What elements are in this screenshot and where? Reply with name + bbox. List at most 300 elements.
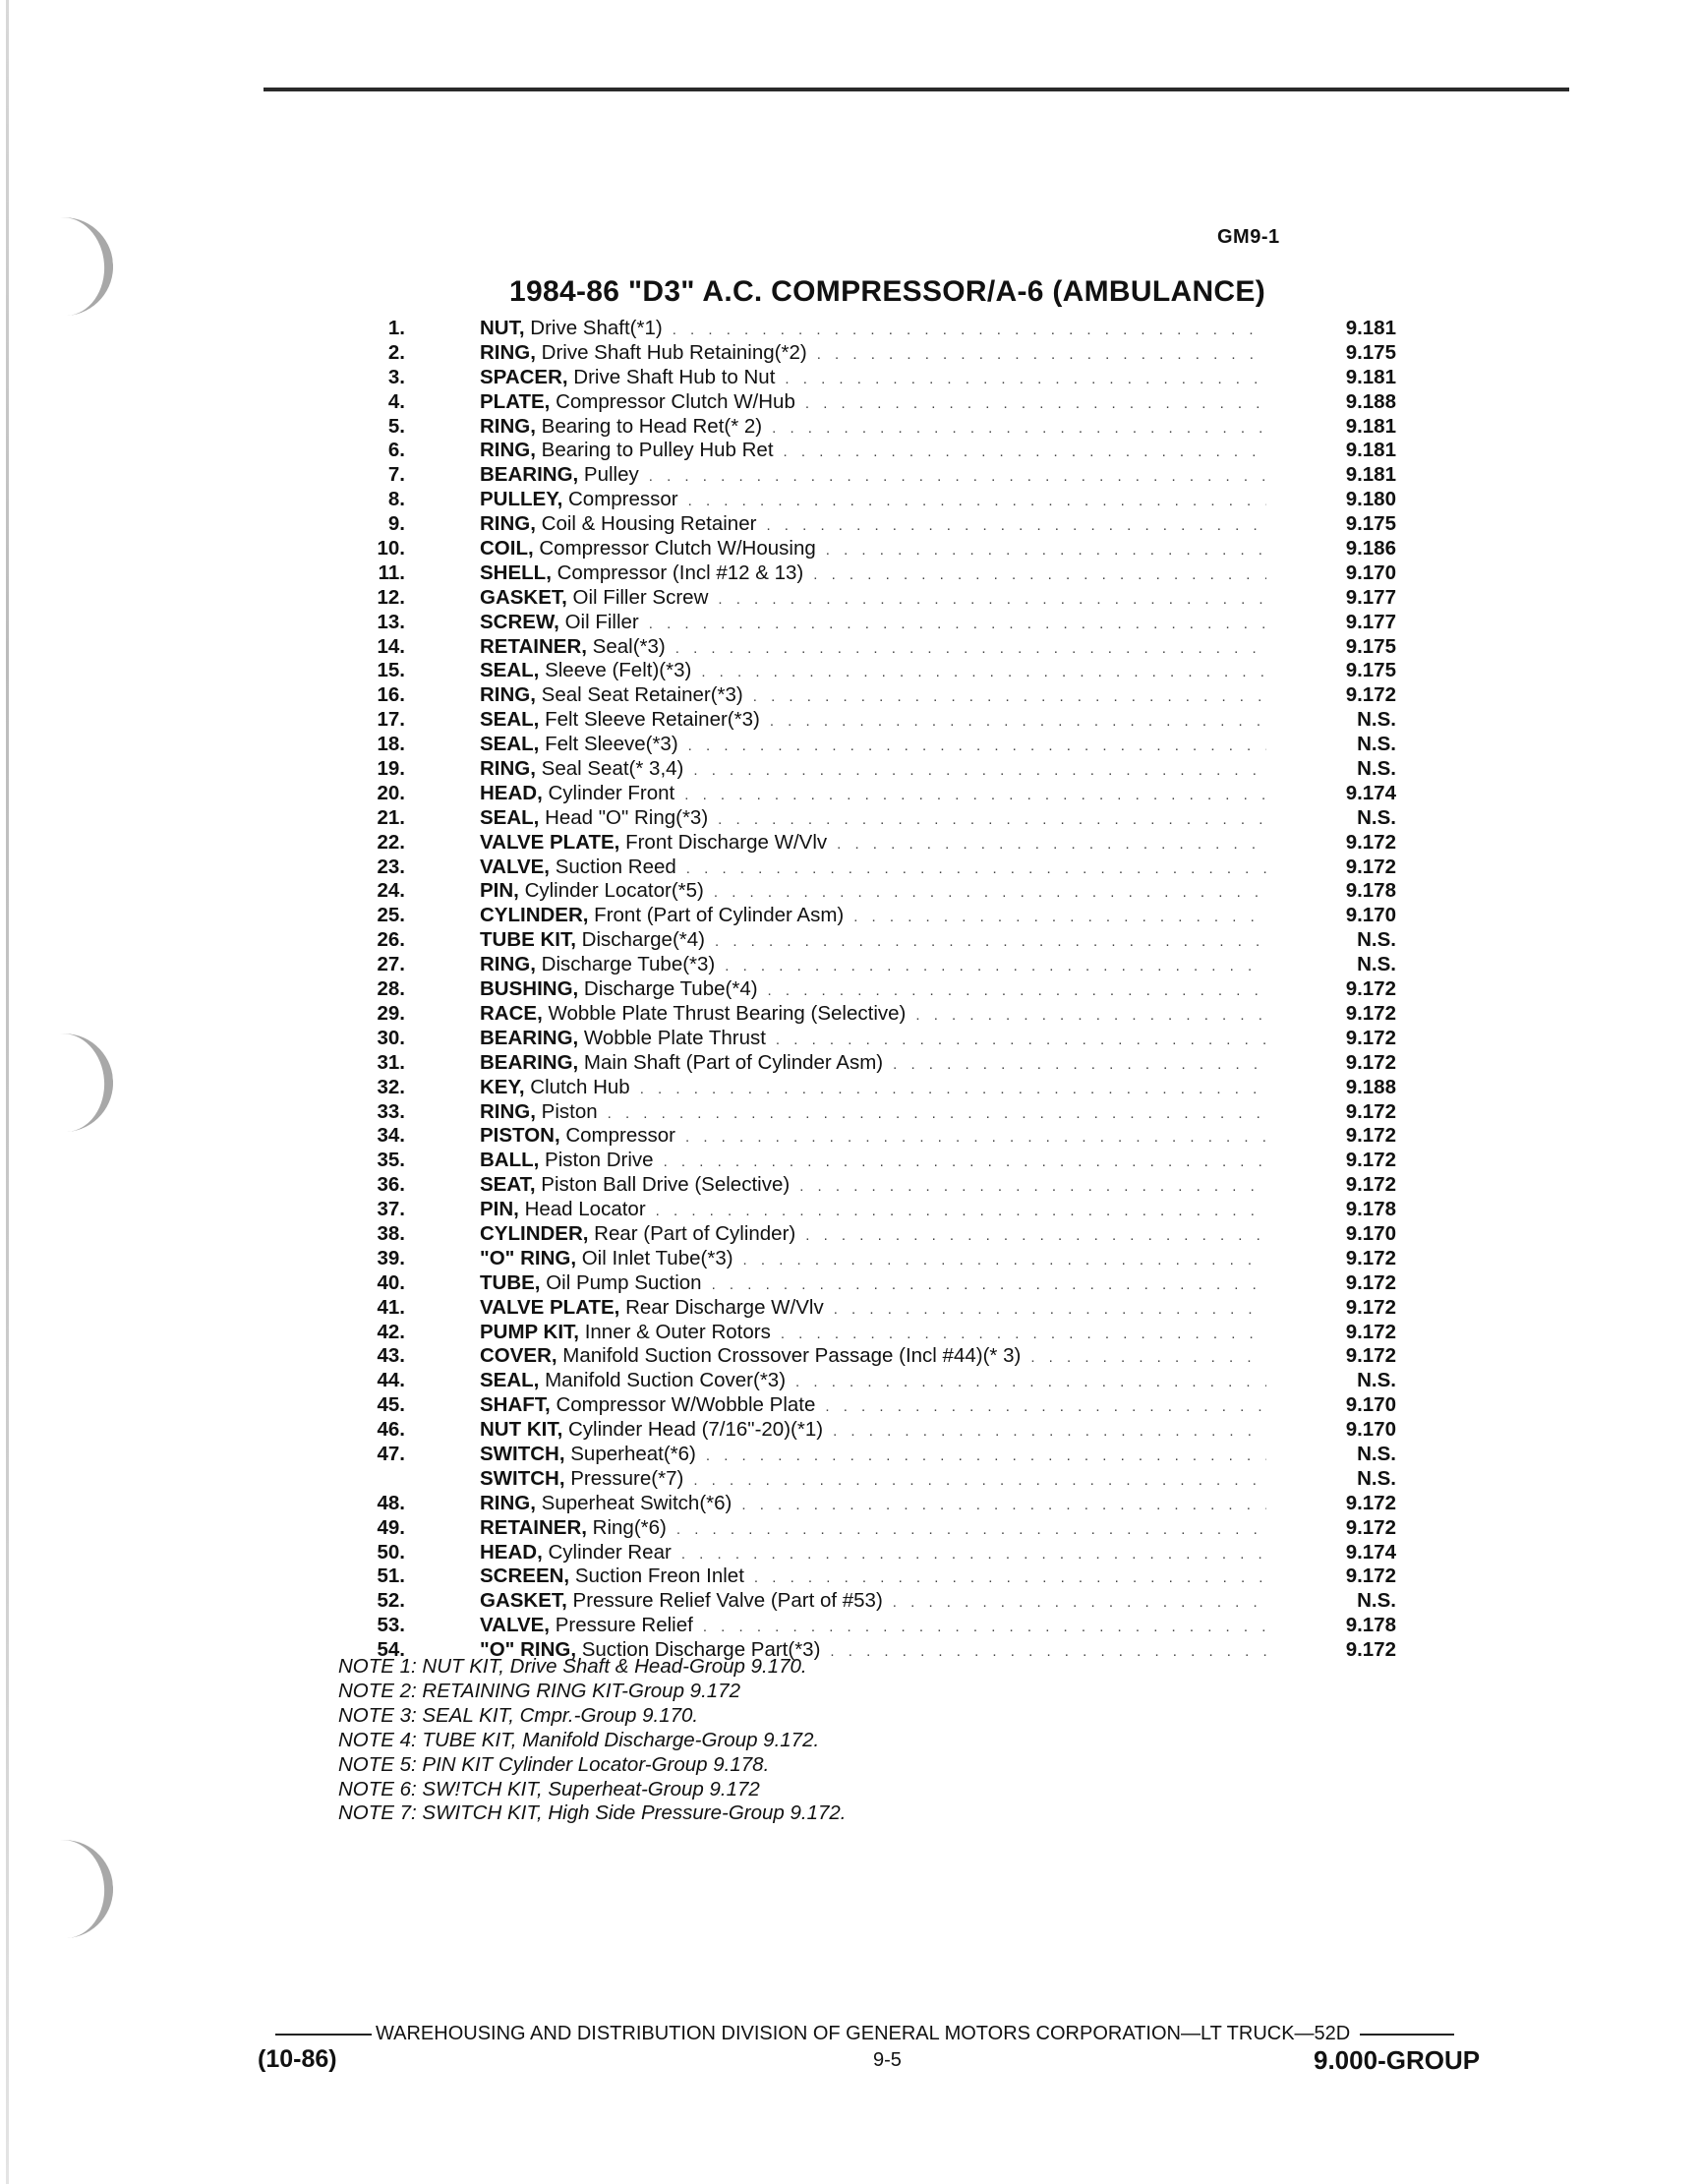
part-group-number: 9.188 [1345, 1075, 1396, 1098]
part-row [295, 1418, 1406, 1443]
dot-leader [833, 1420, 1266, 1445]
part-number: 19. [377, 757, 405, 781]
part-description [480, 390, 1266, 417]
part-group-number: 9.172 [1345, 855, 1396, 878]
part-number: 15. [377, 659, 405, 682]
document-title: 1984-86 "D3" A.C. COMPRESSOR/A-6 (AMBULANCE) [509, 275, 1265, 308]
part-description [480, 708, 1266, 735]
part-row [295, 1076, 1406, 1100]
part-description [480, 1149, 1266, 1175]
dot-leader [813, 563, 1266, 588]
dot-leader [770, 710, 1266, 735]
part-group-number: 9.172 [1345, 1638, 1396, 1662]
part-group-number: 9.178 [1345, 1198, 1396, 1221]
part-row [295, 683, 1406, 708]
part-description [480, 1173, 1266, 1200]
part-group-number: N.S. [1357, 1369, 1396, 1392]
dot-leader [768, 979, 1266, 1004]
part-detail: Discharge Tube(*4) [578, 977, 758, 1001]
part-description-text [480, 1589, 893, 1614]
part-description-text [480, 856, 686, 880]
part-group-number: 9.174 [1345, 1540, 1396, 1564]
part-description [480, 439, 1266, 465]
part-row [295, 757, 1406, 782]
dot-leader [776, 1029, 1266, 1053]
part-group-number: 9.172 [1345, 1270, 1396, 1294]
part-row [295, 341, 1406, 366]
part-row [295, 1124, 1406, 1149]
part-description-text [480, 1222, 805, 1247]
part-detail: Felt Sleeve(*3) [539, 733, 678, 756]
part-group-number: 9.172 [1345, 1491, 1396, 1514]
part-description [480, 659, 1266, 685]
part-description [480, 733, 1266, 759]
part-description-text [480, 611, 649, 635]
part-group-number: N.S. [1357, 928, 1396, 952]
part-row [295, 831, 1406, 856]
part-description [480, 635, 1266, 662]
part-name: KEY, [480, 1075, 525, 1098]
footer-date: (10-86) [258, 2045, 337, 2073]
part-name: VALVE PLATE, [480, 1295, 620, 1319]
dot-leader [681, 1543, 1266, 1567]
part-detail: Wobble Plate Thrust Bearing (Selective) [542, 1001, 907, 1025]
part-row [295, 611, 1406, 635]
part-description-text [480, 1467, 693, 1492]
dot-leader [688, 490, 1266, 514]
part-detail: Rear Discharge W/Vlv [619, 1295, 824, 1319]
part-row [295, 366, 1406, 390]
part-group-number: 9.178 [1345, 1614, 1396, 1637]
part-group-number: 9.172 [1345, 1149, 1396, 1172]
part-name: GASKET, [480, 585, 567, 609]
part-name: SEAL, [480, 708, 540, 732]
part-number: 9. [387, 512, 405, 536]
part-group-number: 9.178 [1345, 879, 1396, 903]
part-detail: Ring(*6) [586, 1515, 667, 1539]
part-row [295, 1344, 1406, 1369]
part-row [295, 390, 1406, 415]
dot-leader [649, 465, 1266, 490]
part-detail: Head Locator [518, 1198, 646, 1221]
dot-leader [805, 392, 1266, 417]
part-description [480, 415, 1266, 442]
dot-leader [712, 1273, 1266, 1298]
part-row [295, 806, 1406, 831]
dot-leader [837, 833, 1266, 857]
part-number: 21. [377, 805, 405, 829]
part-detail: Drive Shaft Hub Retaining(*2) [535, 340, 807, 364]
part-detail: Compressor Clutch W/Hub [550, 389, 795, 413]
part-name: RING, [480, 1491, 536, 1514]
part-name: SEAL, [480, 805, 540, 829]
part-description-text [480, 1369, 795, 1393]
part-group-number: 9.181 [1345, 439, 1396, 462]
dot-leader [693, 1469, 1266, 1494]
part-description [480, 831, 1266, 857]
part-detail: Oil Filler Screw [566, 585, 709, 609]
part-name: NUT KIT, [480, 1418, 563, 1442]
dot-leader [673, 319, 1266, 343]
part-number: 7. [387, 463, 405, 487]
part-number: 16. [377, 683, 405, 707]
part-row [295, 1321, 1406, 1345]
dot-leader [706, 1445, 1266, 1469]
part-number: 39. [377, 1246, 405, 1269]
part-number: 32. [377, 1075, 405, 1098]
page-left-edge [6, 0, 9, 2184]
part-description [480, 757, 1266, 784]
part-detail: Cylinder Front [542, 781, 675, 804]
part-group-number: 9.172 [1345, 1026, 1396, 1049]
part-row [295, 1247, 1406, 1271]
dot-leader [817, 343, 1266, 368]
part-description-text [480, 977, 768, 1002]
dot-leader [718, 808, 1266, 833]
part-number: 53. [377, 1614, 405, 1637]
part-detail: Inner & Outer Rotors [579, 1320, 771, 1343]
part-row [295, 439, 1406, 463]
part-description [480, 1296, 1266, 1323]
part-group-number: 9.172 [1345, 1295, 1396, 1319]
part-number: 40. [377, 1270, 405, 1294]
part-name: RING, [480, 1099, 536, 1123]
part-number: 8. [387, 488, 405, 511]
part-row [295, 1198, 1406, 1222]
part-group-number: 9.170 [1345, 1418, 1396, 1442]
part-description-text [480, 1418, 833, 1443]
part-row [295, 1541, 1406, 1565]
part-group-number: 9.175 [1345, 512, 1396, 536]
footer-dash-left [275, 2034, 372, 2036]
part-row [295, 537, 1406, 561]
part-detail: Oil Filler [558, 610, 639, 633]
part-name: PLATE, [480, 389, 551, 413]
part-row [295, 1027, 1406, 1051]
part-name: COIL, [480, 537, 534, 561]
part-description [480, 1002, 1266, 1029]
part-number: 26. [377, 928, 405, 952]
part-group-number: 9.172 [1345, 1050, 1396, 1074]
part-description-text [480, 635, 675, 660]
part-row [295, 1296, 1406, 1321]
part-name: CYLINDER, [480, 1221, 589, 1245]
part-detail: Compressor (Incl #12 & 13) [551, 561, 804, 584]
part-name: VALVE, [480, 1614, 550, 1637]
part-description [480, 953, 1266, 979]
part-description-text [480, 708, 770, 733]
part-description-text [480, 537, 826, 561]
part-row [295, 856, 1406, 880]
dot-leader [688, 735, 1266, 759]
part-detail: Piston [535, 1099, 598, 1123]
part-row [295, 1271, 1406, 1296]
part-name: PIN, [480, 879, 519, 903]
footer-group: 9.000-GROUP [1314, 2045, 1481, 2075]
part-detail: Seal Seat Retainer(*3) [535, 683, 743, 707]
note-line: NOTE 3: SEAL KIT, Cmpr.-Group 9.170. [338, 1703, 699, 1727]
dot-leader [701, 661, 1266, 685]
part-description [480, 1418, 1266, 1445]
dot-leader [834, 1298, 1266, 1323]
part-row [295, 512, 1406, 537]
part-row [295, 733, 1406, 757]
part-description-text [480, 1492, 741, 1516]
parts-list [295, 317, 1406, 1663]
dot-leader [725, 955, 1266, 979]
part-number: 25. [377, 904, 405, 927]
part-description-text [480, 928, 715, 953]
part-detail: Drive Shaft Hub to Nut [567, 365, 776, 388]
part-name: GASKET, [480, 1589, 567, 1613]
part-number: 20. [377, 781, 405, 804]
part-description-text [480, 366, 785, 390]
part-detail: Head "O" Ring(*3) [539, 805, 709, 829]
part-name: BEARING, [480, 1050, 579, 1074]
part-name: RING, [480, 953, 536, 976]
part-description [480, 782, 1266, 808]
part-number: 5. [387, 414, 405, 438]
part-detail: Rear (Part of Cylinder) [588, 1221, 796, 1245]
dot-leader [741, 1494, 1266, 1518]
part-group-number: N.S. [1357, 1466, 1396, 1490]
part-description [480, 512, 1266, 539]
part-description [480, 317, 1266, 343]
part-group-number: 9.181 [1345, 365, 1396, 388]
dot-leader [743, 1249, 1266, 1273]
part-row [295, 1589, 1406, 1614]
part-group-number: N.S. [1357, 1442, 1396, 1465]
part-name: NUT, [480, 317, 525, 339]
part-description-text [480, 1296, 834, 1321]
part-detail: Compressor [562, 488, 678, 511]
dot-leader [799, 1175, 1266, 1200]
part-number: 14. [377, 634, 405, 658]
part-description [480, 1564, 1266, 1591]
part-description [480, 586, 1266, 613]
part-description-text [480, 1002, 915, 1027]
part-group-number: 9.172 [1345, 1124, 1396, 1148]
part-row [295, 488, 1406, 512]
dot-leader [715, 930, 1266, 955]
part-detail: Drive Shaft(*1) [524, 317, 663, 339]
part-number: 43. [377, 1344, 405, 1368]
part-name: HEAD, [480, 1540, 543, 1564]
part-description-text [480, 904, 853, 928]
part-number: 34. [377, 1124, 405, 1148]
part-row [295, 953, 1406, 977]
part-name: BALL, [480, 1149, 540, 1172]
part-name: RACE, [480, 1001, 543, 1025]
part-detail: Suction Reed [550, 855, 676, 878]
dot-leader [675, 637, 1266, 662]
page-code: GM9-1 [1217, 226, 1280, 248]
part-row [295, 317, 1406, 341]
part-number: 30. [377, 1026, 405, 1049]
part-description-text [480, 953, 725, 977]
part-row [295, 782, 1406, 806]
part-description-text [480, 439, 784, 463]
part-detail: Sleeve (Felt)(*3) [539, 659, 692, 682]
part-detail: Pressure Relief Valve (Part of #53) [566, 1589, 883, 1613]
part-detail: Compressor W/Wobble Plate [550, 1393, 816, 1417]
part-row [295, 463, 1406, 488]
note-line: NOTE 2: RETAINING RING KIT-Group 9.172 [338, 1679, 740, 1702]
part-row [295, 708, 1406, 733]
part-row [295, 1492, 1406, 1516]
part-description-text [480, 341, 817, 366]
part-description-text [480, 831, 837, 856]
footer-division: WAREHOUSING AND DISTRIBUTION DIVISION OF GENERAL MOTORS CORPORATION—LT TRUCK—52D [376, 2023, 1351, 2044]
part-group-number: 9.180 [1345, 488, 1396, 511]
part-name: SWITCH, [480, 1442, 565, 1465]
note-line: NOTE 6: SW!TCH KIT, Superheat-Group 9.172 [338, 1777, 760, 1800]
part-group-number: 9.172 [1345, 1099, 1396, 1123]
part-name: SEAL, [480, 659, 540, 682]
part-group-number: 9.172 [1345, 1001, 1396, 1025]
part-description-text [480, 317, 673, 341]
part-number: 2. [387, 340, 405, 364]
part-number: 45. [377, 1393, 405, 1417]
part-description-text [480, 757, 693, 782]
part-description [480, 879, 1266, 906]
part-name: RING, [480, 757, 536, 781]
part-description [480, 537, 1266, 563]
part-group-number: 9.172 [1345, 683, 1396, 707]
note-line: NOTE 1: NUT KIT, Drive Shaft & Head-Group 9.170. [338, 1655, 807, 1678]
part-description [480, 1247, 1266, 1273]
part-row [295, 879, 1406, 904]
part-row [295, 1564, 1406, 1589]
part-detail: Manifold Suction Crossover Passage (Incl #44)(* 3) [557, 1344, 1022, 1368]
part-number: 48. [377, 1491, 405, 1514]
part-detail: Piston Ball Drive (Selective) [535, 1173, 791, 1197]
part-detail: Superheat Switch(*6) [535, 1491, 732, 1514]
part-description [480, 1124, 1266, 1151]
part-description [480, 928, 1266, 955]
part-name: CYLINDER, [480, 904, 589, 927]
part-description [480, 561, 1266, 588]
part-description [480, 366, 1266, 392]
part-description [480, 611, 1266, 637]
part-group-number: 9.175 [1345, 340, 1396, 364]
part-number: 18. [377, 733, 405, 756]
part-number: 27. [377, 953, 405, 976]
part-number: 49. [377, 1515, 405, 1539]
dot-leader [664, 1151, 1266, 1175]
part-group-number: N.S. [1357, 953, 1396, 976]
part-name: SWITCH, [480, 1466, 565, 1490]
part-name: SPACER, [480, 365, 568, 388]
dot-leader [718, 588, 1266, 613]
top-rule [264, 88, 1569, 91]
part-group-number: 9.175 [1345, 634, 1396, 658]
part-description [480, 1614, 1266, 1640]
part-row [295, 1516, 1406, 1541]
part-row [295, 1149, 1406, 1173]
part-name: RING, [480, 439, 536, 462]
part-group-number: 9.188 [1345, 389, 1396, 413]
part-detail: Oil Inlet Tube(*3) [576, 1246, 733, 1269]
part-detail: Bearing to Pulley Hub Ret [535, 439, 774, 462]
dot-leader [753, 685, 1266, 710]
part-description-text [480, 512, 766, 537]
part-number: 37. [377, 1198, 405, 1221]
part-description-text [480, 488, 688, 512]
dot-leader [785, 368, 1266, 392]
part-number: 33. [377, 1099, 405, 1123]
part-name: SHAFT, [480, 1393, 551, 1417]
part-name: SCREW, [480, 610, 559, 633]
part-row [295, 977, 1406, 1002]
part-name: HEAD, [480, 781, 543, 804]
dot-leader [893, 1591, 1266, 1616]
part-description-text [480, 782, 684, 806]
footer-dash-right [1360, 2034, 1454, 2036]
footer-page-number: 9-5 [873, 2049, 902, 2071]
part-number: 1. [387, 317, 405, 339]
part-number: 29. [377, 1001, 405, 1025]
part-number: 13. [377, 610, 405, 633]
part-group-number: 9.181 [1345, 317, 1396, 339]
part-number: 38. [377, 1221, 405, 1245]
dot-leader [784, 441, 1266, 465]
dot-leader [826, 539, 1266, 563]
part-group-number: N.S. [1357, 805, 1396, 829]
part-number: 31. [377, 1050, 405, 1074]
part-description [480, 1516, 1266, 1543]
dot-leader [649, 613, 1266, 637]
part-name: SEAL, [480, 733, 540, 756]
dot-leader [893, 1053, 1266, 1078]
part-number: 22. [377, 830, 405, 854]
part-number: 36. [377, 1173, 405, 1197]
part-description [480, 1369, 1266, 1395]
part-number: 41. [377, 1295, 405, 1319]
part-row [295, 1173, 1406, 1198]
part-description-text [480, 1198, 656, 1222]
part-description-text [480, 1100, 608, 1125]
dot-leader [608, 1102, 1266, 1127]
part-detail: Coil & Housing Retainer [535, 512, 757, 536]
part-description-text [480, 659, 701, 683]
part-detail: Suction Discharge Part(*3) [576, 1638, 821, 1662]
part-number: 54. [377, 1638, 405, 1662]
part-description-text [480, 1076, 640, 1100]
part-description-text [480, 1173, 799, 1198]
part-description-text [480, 1344, 1030, 1369]
part-row [295, 1393, 1406, 1418]
part-group-number: 9.181 [1345, 463, 1396, 487]
part-description-text [480, 1149, 664, 1173]
part-group-number: 9.172 [1345, 1344, 1396, 1368]
part-name: TUBE KIT, [480, 928, 576, 952]
part-description [480, 1393, 1266, 1420]
part-description [480, 1467, 1266, 1494]
part-detail: Pulley [578, 463, 639, 487]
part-group-number: 9.172 [1345, 1515, 1396, 1539]
part-detail: Front (Part of Cylinder Asm) [588, 904, 845, 927]
part-description-text [480, 1443, 706, 1467]
part-number: 51. [377, 1564, 405, 1588]
part-detail: Front Discharge W/Vlv [619, 830, 828, 854]
part-row [295, 1614, 1406, 1638]
dot-leader [656, 1200, 1266, 1224]
part-detail: Compressor Clutch W/Housing [533, 537, 816, 561]
part-description [480, 463, 1266, 490]
notes-section [338, 1655, 1321, 1826]
part-description [480, 1222, 1266, 1249]
